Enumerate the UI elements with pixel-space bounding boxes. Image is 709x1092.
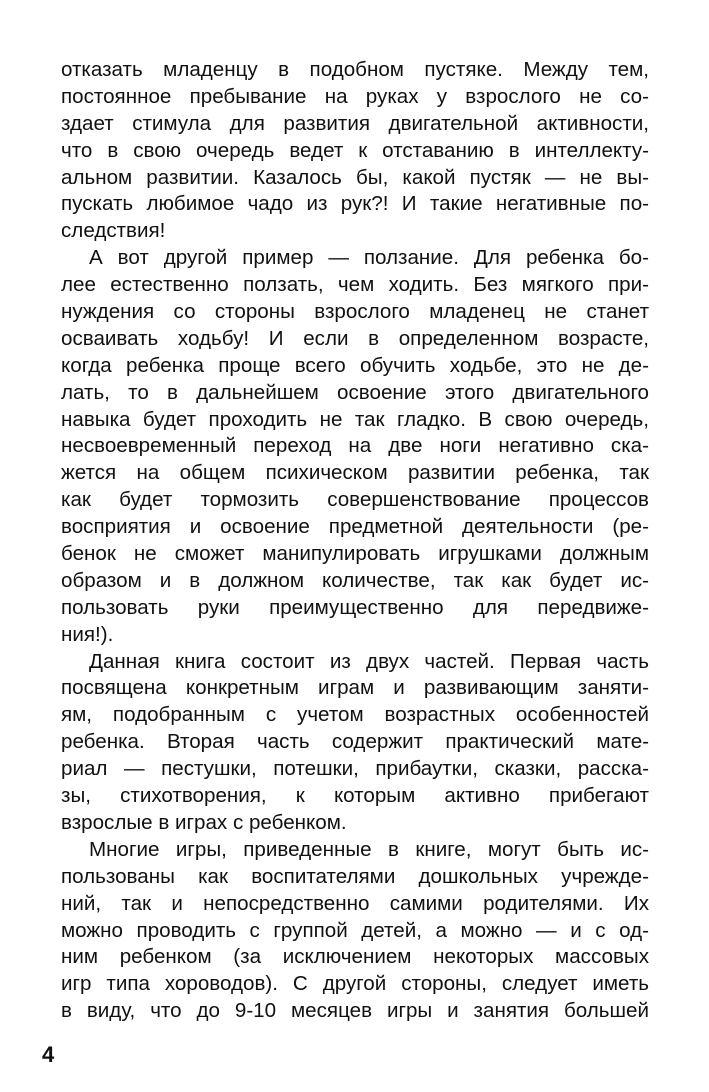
text-line: зы, стихотворения, к которым активно прибегают (61, 784, 649, 808)
text-line: Многие игры, приведенные в книге, могут быть ис- (89, 837, 649, 861)
text-line: когда ребенка проще всего обучить ходьбе, это не де- (61, 353, 649, 377)
body-text (61, 57, 649, 1025)
text-line: ям, подобранным с учетом возрастных особенностей (61, 703, 649, 727)
text-line: осваивать ходьбу! И если в определенном возрасте, (61, 326, 649, 350)
text-line: лее естественно ползать, чем ходить. Без мягкого при- (61, 273, 649, 297)
text-line: как будет тормозить совершенствование процессов (61, 488, 649, 512)
text-line: пускать любимое чадо из рук?! И такие негативные по- (61, 192, 649, 216)
text-line: пользовать руки преимущественно для передвиже- (61, 595, 649, 619)
text-line: несвоевременный переход на две ноги негативно ска- (61, 434, 649, 458)
text-line: бенок не сможет манипулировать игрушками должным (61, 542, 649, 566)
text-line: пользованы как воспитателями дошкольных учрежде- (61, 864, 649, 888)
text-line: следствия! (61, 219, 166, 243)
text-line: в виду, что до 9-10 месяцев игры и занятия большей (61, 999, 649, 1023)
text-line: ним ребенком (за исключением некоторых массовых (61, 945, 649, 969)
text-line: альном развитии. Казалось бы, какой пустяк — не вы- (61, 165, 649, 189)
text-line: здает стимула для развития двигательной активности, (61, 111, 649, 135)
text-line: отказать младенцу в подобном пустяке. Между тем, (61, 58, 649, 81)
text-line: посвящена конкретным играм и развивающим заняти- (61, 676, 649, 700)
text-line: лать, то в дальнейшем освоение этого двигательного (61, 380, 649, 404)
text-line: Данная книга состоит из двух частей. Первая часть (89, 649, 649, 673)
text-line: ния!). (61, 622, 114, 646)
text-line: игр типа хороводов). С другой стороны, следует иметь (61, 972, 649, 996)
paragraph (61, 57, 649, 245)
paragraph (61, 837, 649, 1025)
text-line: что в свою очередь ведет к отставанию в интеллекту- (61, 138, 649, 162)
text-line: восприятия и освоение предметной деятельности (ре- (61, 515, 649, 539)
text-line: ребенка. Вторая часть содержит практический мате- (61, 730, 649, 754)
text-line: навыка будет проходить не так гладко. В свою очередь, (61, 407, 649, 431)
text-line: взрослые в играх с ребенком. (61, 810, 347, 834)
text-line: А вот другой пример — ползание. Для ребенка бо- (89, 246, 649, 270)
text-line: жется на общем психическом развитии ребенка, так (61, 461, 649, 485)
text-line: образом и в должном количестве, так как будет ис- (61, 568, 649, 592)
page-number: 4 (42, 1042, 55, 1067)
text-line: нуждения со стороны взрослого младенец не станет (61, 300, 649, 324)
text-line: ний, так и непосредственно самими родителями. Их (61, 891, 649, 915)
text-line: риал — пестушки, потешки, прибаутки, сказки, расска- (61, 757, 649, 781)
text-line: постоянное пребывание на руках у взрослого не со- (61, 84, 649, 108)
text-line: можно проводить с группой детей, а можно — и с од- (61, 918, 649, 942)
paragraph (61, 245, 649, 648)
paragraph (61, 649, 649, 837)
